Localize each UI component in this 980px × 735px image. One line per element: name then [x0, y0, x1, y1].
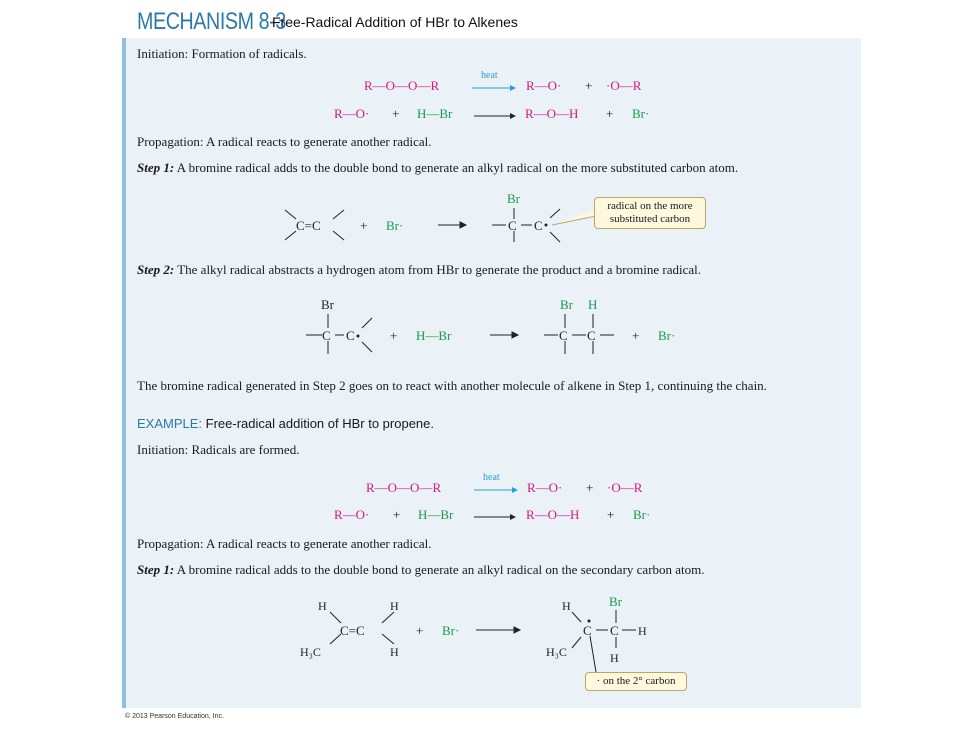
product-carbon-2: C [610, 623, 619, 638]
bromine-radical: Br· [442, 623, 460, 638]
step1-label: Step 1: [137, 160, 175, 175]
product-methyl: H₃C [546, 645, 567, 659]
hbr: H—Br [418, 507, 454, 522]
br-substituent: Br [321, 297, 334, 312]
copyright: © 2013 Pearson Education, Inc. [125, 713, 224, 720]
br-substituent: Br [507, 191, 520, 206]
hbr: H—Br [417, 106, 453, 121]
bromine-radical: Br· [633, 507, 651, 522]
step2-scheme [300, 294, 700, 356]
alkoxy-radical: R—O· [334, 507, 370, 522]
plus: + [392, 106, 400, 121]
radical-carbon: C [583, 623, 592, 638]
plus: + [586, 480, 594, 495]
chain-text: The bromine radical generated in Step 2 goes on to react with another molecule of alkene in Step 1, continuing the chain. [137, 378, 767, 393]
example-step1-text: A bromine radical adds to the double bond to generate an alkyl radical on the secondary carbon atom. [176, 562, 705, 577]
heat-label: heat [481, 70, 498, 81]
alkoxy-radical: R—O· [334, 106, 370, 121]
bromine-radical: Br· [632, 106, 650, 121]
plus: + [416, 623, 424, 638]
plus: + [393, 507, 401, 522]
product-carbon-2: C [587, 328, 596, 343]
plus: + [632, 328, 640, 343]
plus: + [607, 507, 615, 522]
reaction-arrow [474, 112, 516, 120]
carbon-radical: C [534, 218, 543, 233]
step1-line [137, 160, 738, 176]
plus: + [390, 328, 398, 343]
product-h1: H [562, 599, 571, 613]
alkoxy-radical-2: ·O—R [607, 480, 643, 495]
alkene-h1: H [318, 599, 327, 613]
example-step1-label: Step 1: [137, 562, 175, 577]
callout-substituted: radical on the more substituted carbon [594, 197, 706, 229]
example-initiation: Initiation: Radicals are formed. [137, 442, 300, 457]
propagation-heading: Propagation: A radical reacts to generate another radical. [137, 134, 432, 149]
alkoxy-radical-2: ·O—R [606, 78, 642, 93]
alkoxy-radical-1: R—O· [527, 480, 563, 495]
alkene-h3: H [390, 645, 399, 659]
step2-text: The alkyl radical abstracts a hydrogen atom from HBr to generate the product and a bromine radical. [177, 262, 701, 277]
alcohol: R—O—H [525, 106, 579, 121]
product-h2: H [638, 624, 647, 638]
carbon-radical: C [346, 328, 355, 343]
step1-text: A bromine radical adds to the double bond to generate an alkyl radical on the more substituted carbon atom. [176, 160, 739, 175]
carbon-1: C [322, 328, 331, 343]
heat-arrow [472, 84, 516, 92]
alkene-formula: C=C [296, 218, 321, 233]
product-h3: H [610, 651, 619, 665]
reaction-arrow [474, 513, 516, 521]
alkoxy-radical-1: R—O· [526, 78, 562, 93]
bromine-radical: Br· [658, 328, 676, 343]
plus: + [585, 78, 593, 93]
product-br: Br [609, 594, 622, 609]
bromine-radical: Br· [386, 218, 404, 233]
example-step1-line [137, 562, 705, 578]
example-propagation: Propagation: A radical reacts to generate another radical. [137, 536, 432, 551]
plus: + [606, 106, 614, 121]
callout-secondary: · on the 2° carbon [585, 672, 687, 691]
carbon-1: C [508, 218, 517, 233]
hbr: H—Br [416, 328, 452, 343]
example-heading [137, 416, 434, 431]
propene-methyl: H₃C [300, 645, 321, 659]
plus: + [360, 218, 368, 233]
peroxide: R—O—O—R [364, 78, 440, 93]
product-carbon-1: C [559, 328, 568, 343]
mechanism-subtitle: Free-Radical Addition of HBr to Alkenes [272, 14, 518, 30]
product-br: Br [560, 297, 573, 312]
heat-arrow [474, 486, 518, 494]
peroxide: R—O—O—R [366, 480, 442, 495]
step2-line [137, 262, 701, 278]
alcohol: R—O—H [526, 507, 580, 522]
alkene-h2: H [390, 599, 399, 613]
product-h: H [588, 297, 598, 312]
propene-double-bond: C=C [340, 623, 365, 638]
step2-label: Step 2: [137, 262, 175, 277]
mechanism-title: MECHANISM 8-3 [137, 8, 286, 35]
initiation-heading: Initiation: Formation of radicals. [137, 46, 307, 61]
example-title: Free-radical addition of HBr to propene. [205, 416, 435, 431]
example-label: EXAMPLE: [137, 416, 203, 431]
heat-label: heat [483, 472, 500, 483]
